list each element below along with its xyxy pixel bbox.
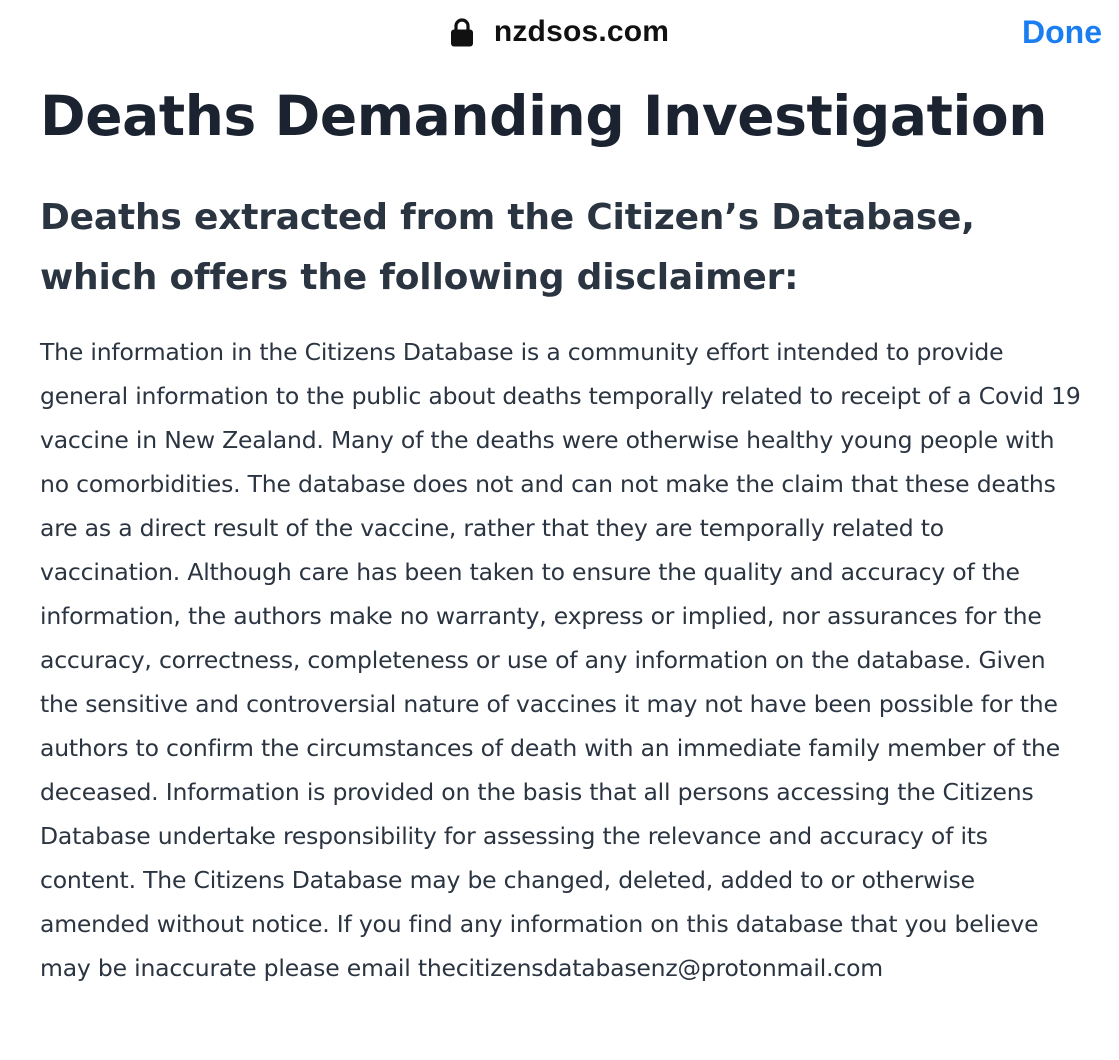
page-title: Deaths Demanding Investigation <box>40 84 1048 148</box>
page-subtitle: Deaths extracted from the Citizen’s Database, which offers the following disclaimer: <box>40 197 975 298</box>
disclaimer-text: The information in the Citizens Database is a community effort intended to provide general information to the public about deaths temporally related to receipt of a Covid 19 vaccine in New Zealand. Many of the deaths were otherwise healthy young people with no comorbidities. The database does not and can not make the claim that these deaths are as a direct result of the vaccine, rather that they are temporally related to vaccination. Although care has been taken to ensure the quality and accuracy of the information, the authors make no warranty, express or implied, nor assurances for the accuracy, correctness, completeness or use of any information on the database. Given the sensitive and controversial nature of vaccines it may not have been possible for the authors to confirm the circumstances of death with an immediate family member of the deceased. Information is provided on the basis that all persons accessing the Citizens Database undertake responsibility for assessing the relevance and accuracy of its content. The Citizens Database may be changed, deleted, added to or otherwise amended without notice. If you find any information on this database that you believe may be inaccurate please email thecitizensdatabasenz@protonmail.com <box>40 338 1081 982</box>
done-button[interactable]: Done <box>1022 14 1102 50</box>
address-bar[interactable] <box>0 12 1119 52</box>
page-content <box>40 78 1085 990</box>
browser-top-bar <box>0 0 1119 66</box>
lock-icon <box>450 17 474 47</box>
url-text: nzdsos.com <box>493 15 670 48</box>
